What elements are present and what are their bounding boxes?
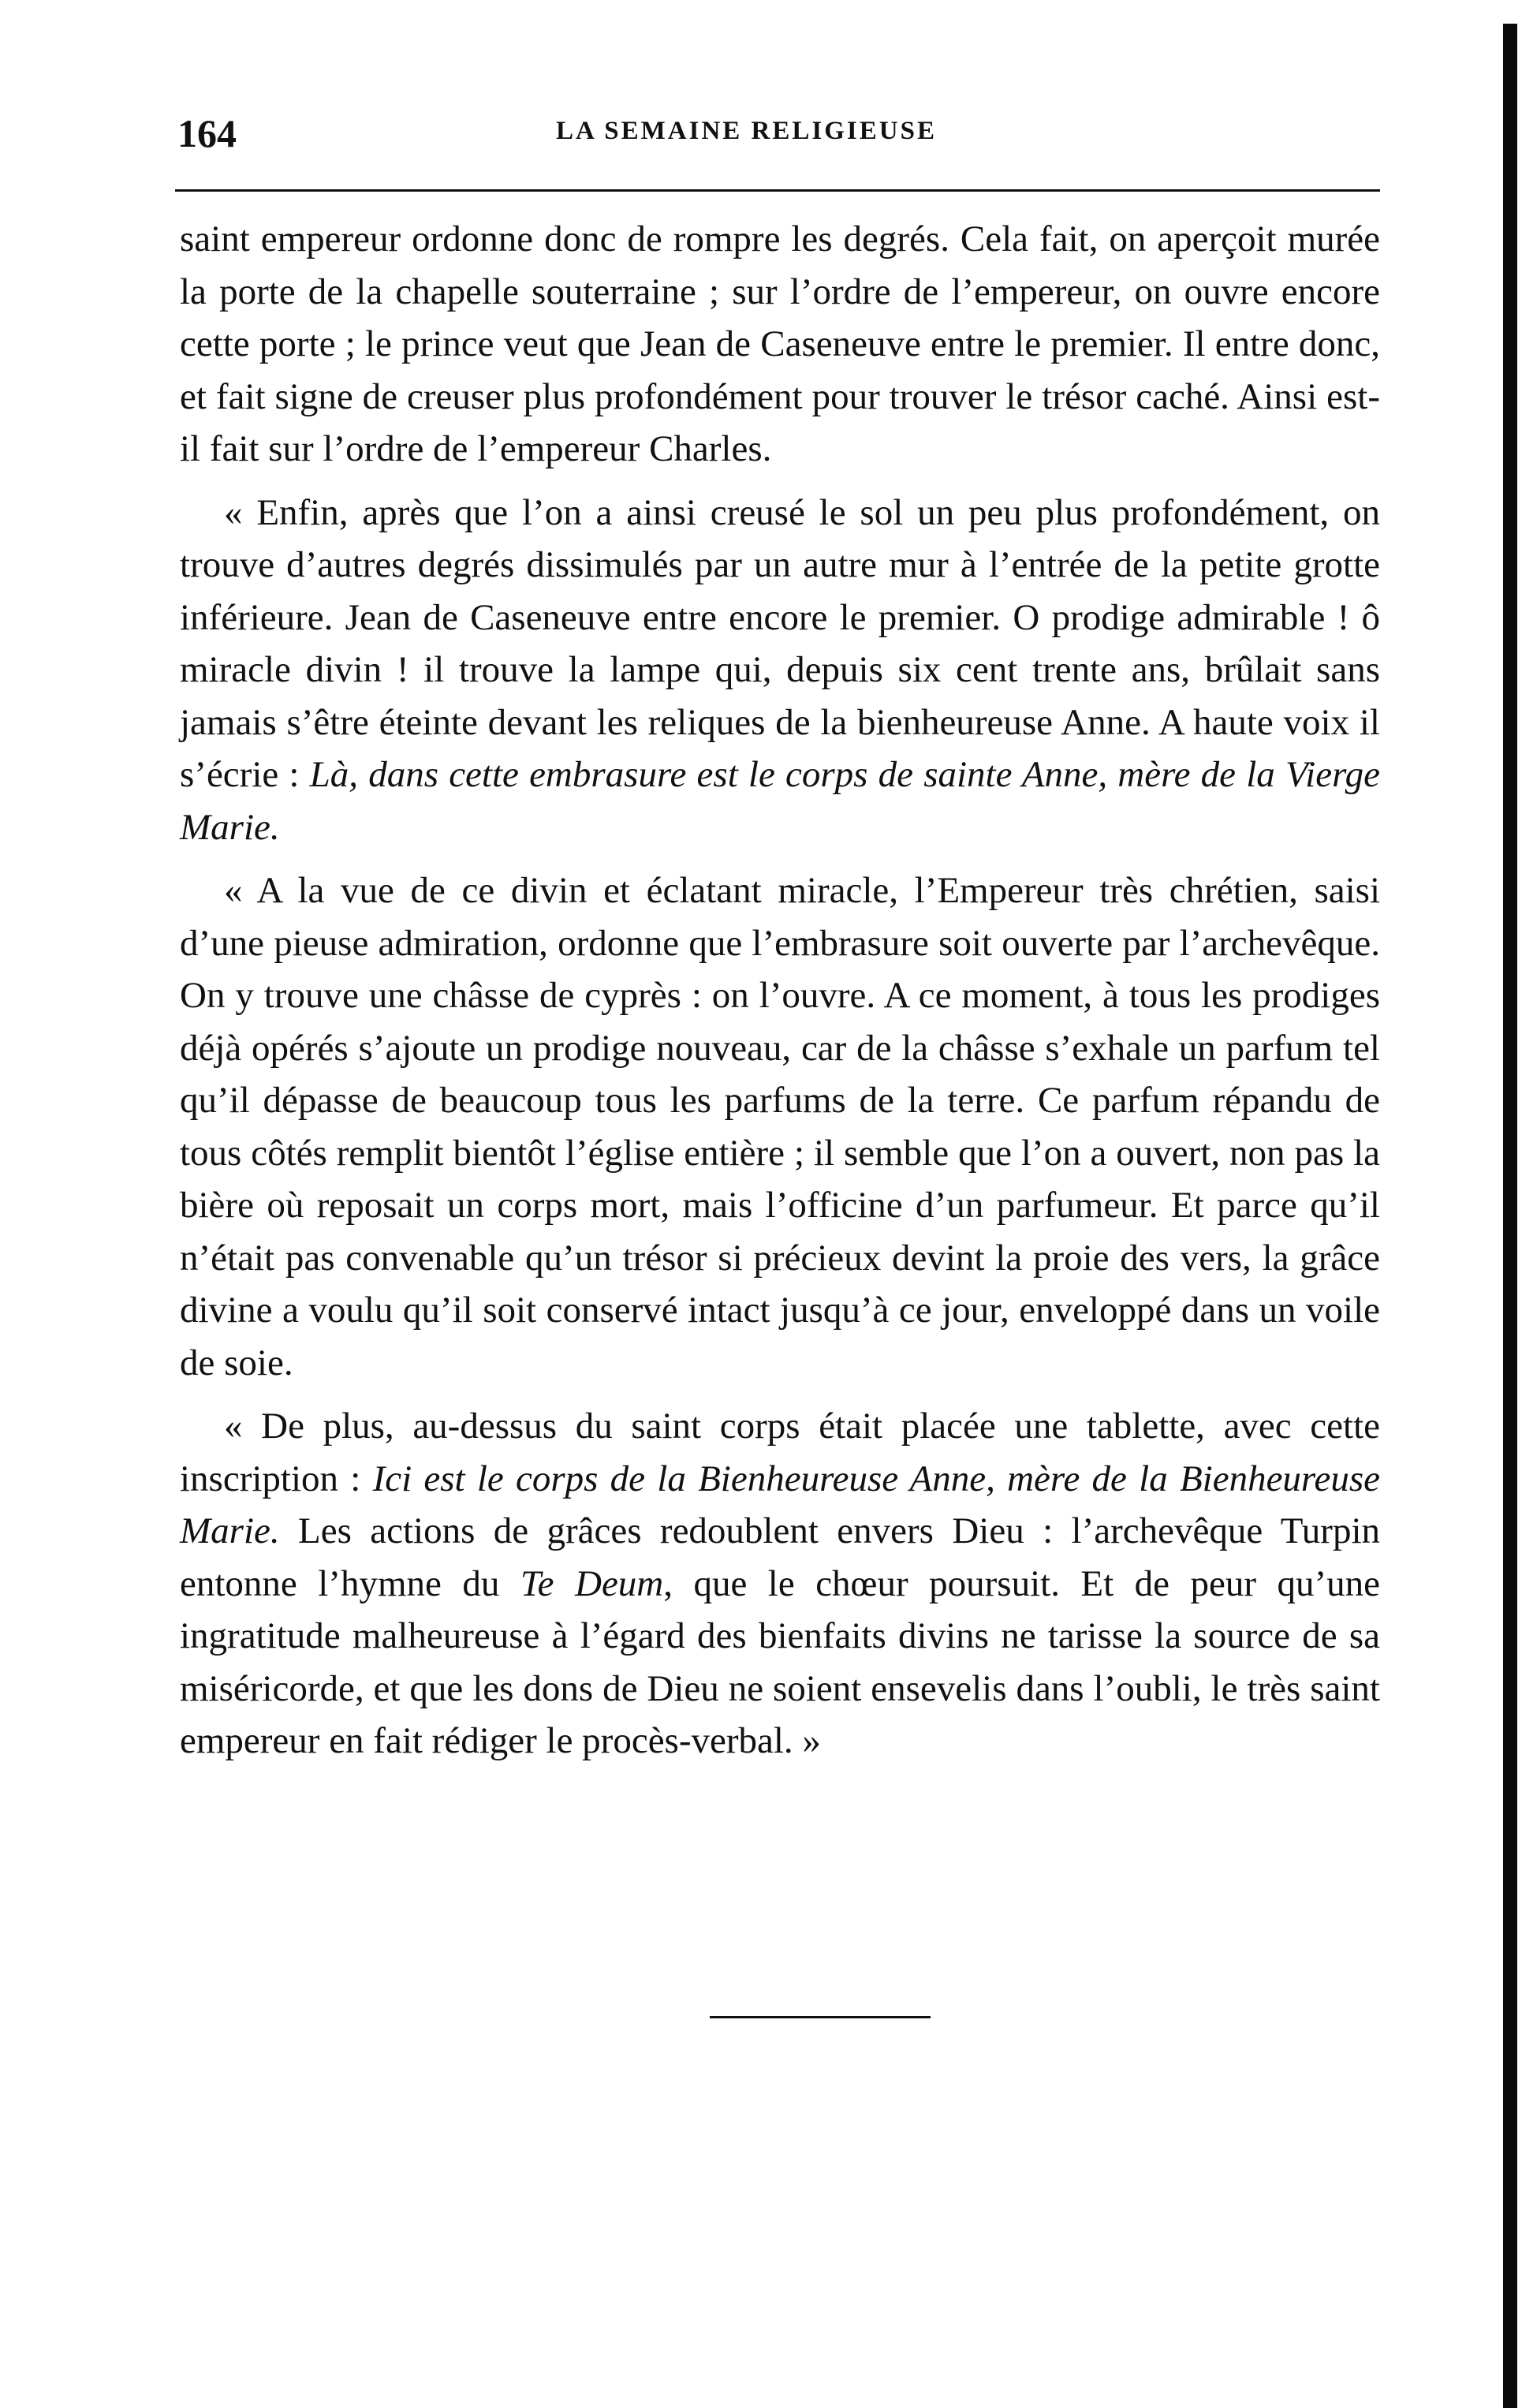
paragraph-4-italic-te-deum: Te Deum	[520, 1562, 664, 1604]
paragraph-4-text-b: Les actions de grâces redoublent envers Dieu : l’archevêque Turpin entonne l’hymne du	[180, 1510, 1380, 1604]
body-text	[180, 213, 1380, 1768]
paragraph-1-text: saint empereur ordonne donc de rompre les degrés. Cela fait, on aperçoit murée la porte de la chapelle souterraine ; sur l’ordre de l’empereur, on ouvre encore cette porte ; le prince veut que Jean de Caseneuve entre le premier. Il entre donc, et fait signe de creuser plus profondément pour trouver le trésor caché. Ainsi est-il fait sur l’ordre de l’empereur Charles.	[180, 218, 1380, 469]
paragraph-2-italic-quote: Là, dans cette embrasure est le corps de sainte Anne, mère de la Vierge Marie.	[180, 754, 1381, 848]
paragraph-4-text-c: , que le chœur poursuit. Et de peur qu’une ingratitude malheureuse à l’égard des bienfaits divins ne tarisse la source de sa miséricorde, et que les dons de Dieu ne soient ensevelis dans l’oubli, le très saint empereur en fait rédiger le procès-verbal. »	[180, 1562, 1380, 1761]
end-ornament-rule	[710, 2016, 931, 2018]
paragraph-4-italic-inscription: Ici est le corps de la Bienheureuse Anne, mère de la Bienheureuse Marie.	[180, 1458, 1380, 1551]
paragraph-1	[180, 213, 1380, 476]
paragraph-3-text: « A la vue de ce divin et éclatant miracle, l’Empereur très chrétien, saisi d’une pieuse admiration, ordonne que l’embrasure soit ouverte par l’archevêque. On y trouve une châsse de cyprès : on l’ouvre. A ce moment, à tous les prodiges déjà opérés s’ajoute un prodige nouveau, car de la châsse s’exhale un parfum tel qu’il dépasse de beaucoup tous les parfums de la terre. Ce parfum répandu de tous côtés remplit bientôt l’église entière ; il semble que l’on a ouvert, non pas la bière où reposait un corps mort, mais l’officine d’un parfumeur. Et parce qu’il n’était pas convenable qu’un trésor si précieux devint la proie des vers, la grâce divine a voulu qu’il soit conservé intact jusqu’à ce jour, enveloppé dans un voile de soie.	[180, 870, 1380, 1383]
page-header	[177, 110, 1376, 166]
page-edge-shadow	[1503, 24, 1517, 2408]
page-number: 164	[177, 111, 237, 155]
paragraph-2-text: « Enfin, après que l’on a ainsi creusé le sol un peu plus profondément, on trouve d’autres degrés dissimulés par un autre mur à l’entrée de la petite grotte inférieure. Jean de Caseneuve entre encore le premier. O prodige admirable ! ô miracle divin ! il trouve la lampe qui, depuis six cent trente ans, brûlait sans jamais s’être éteinte devant les reliques de la bienheureuse Anne. A haute voix il s’écrie :	[180, 491, 1380, 795]
paragraph-4-text-a: « De plus, au-dessus du saint corps était placée une tablette, avec cette inscription :	[180, 1406, 1380, 1499]
paragraph-3	[180, 864, 1380, 1389]
paragraph-4	[180, 1400, 1380, 1768]
running-title: LA SEMAINE RELIGIEUSE	[556, 117, 937, 145]
header-rule	[175, 189, 1380, 192]
paragraph-2	[180, 487, 1380, 854]
